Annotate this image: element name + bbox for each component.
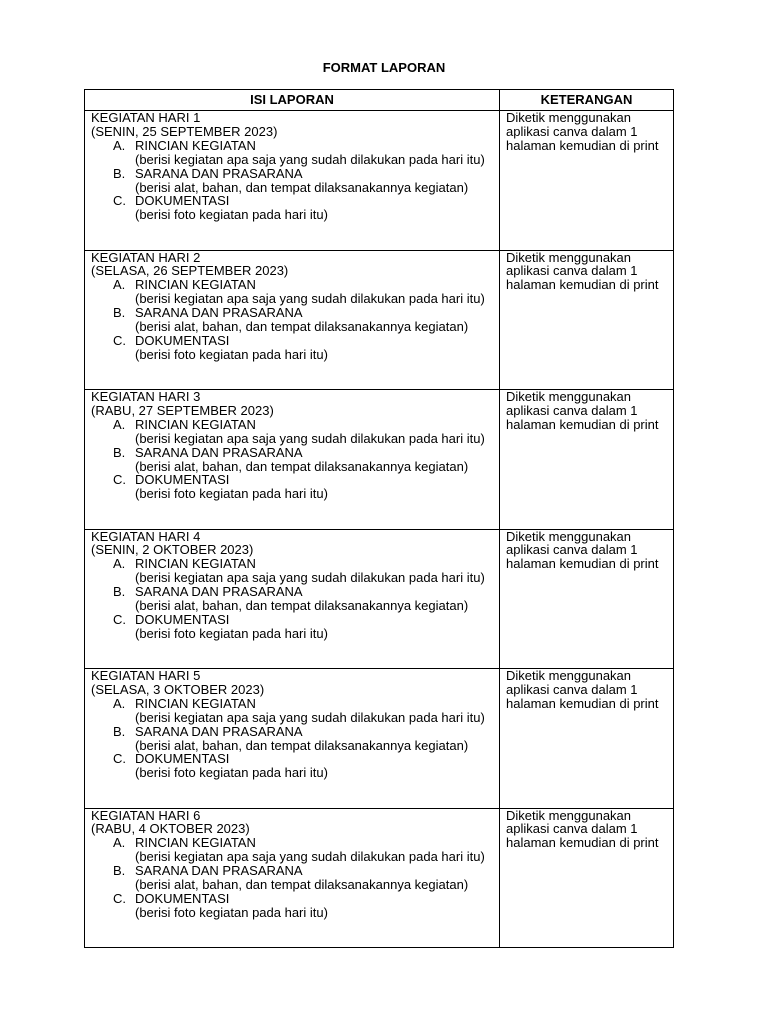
item-description: (berisi kegiatan apa saja yang sudah dilakukan pada hari itu) xyxy=(135,709,485,725)
list-item xyxy=(91,167,495,195)
report-table xyxy=(84,89,674,948)
note-cell: Diketik menggunakan aplikasi canva dalam 1 halaman kemudian di print xyxy=(500,390,674,530)
report-content-cell xyxy=(85,529,500,669)
day-heading-6: KEGIATAN HARI 6 xyxy=(91,807,201,823)
day-heading-1: KEGIATAN HARI 1 xyxy=(91,110,201,125)
item-letter: A. xyxy=(113,835,126,851)
table-row xyxy=(85,111,674,251)
item-description: (berisi foto kegiatan pada hari itu) xyxy=(135,625,328,641)
item-letter: B. xyxy=(113,165,126,181)
day-heading-2: KEGIATAN HARI 2 xyxy=(91,249,201,265)
item-letter: A. xyxy=(113,277,126,293)
item-list xyxy=(91,278,495,361)
item-description: (berisi foto kegiatan pada hari itu) xyxy=(135,486,328,502)
header-isi-laporan: ISI LAPORAN xyxy=(85,90,500,111)
report-content-cell xyxy=(85,669,500,809)
item-description: (berisi kegiatan apa saja yang sudah dilakukan pada hari itu) xyxy=(135,570,485,586)
note-cell: Diketik menggunakan aplikasi canva dalam 1 halaman kemudian di print xyxy=(500,529,674,669)
item-letter: B. xyxy=(113,863,126,879)
report-content-cell xyxy=(85,111,500,251)
table-row xyxy=(85,390,674,530)
list-item xyxy=(91,418,495,446)
note-cell: Diketik menggunakan aplikasi canva dalam 1 halaman kemudian di print xyxy=(500,808,674,948)
item-label: DOKUMENTASI xyxy=(135,193,230,209)
report-content-cell xyxy=(85,808,500,948)
item-letter: C. xyxy=(113,611,126,627)
item-letter: A. xyxy=(113,416,126,432)
item-description: (berisi alat, bahan, dan tempat dilaksanakannya kegiatan) xyxy=(135,737,469,753)
list-item xyxy=(91,334,495,362)
item-list xyxy=(91,418,495,501)
item-description: (berisi kegiatan apa saja yang sudah dilakukan pada hari itu) xyxy=(135,291,485,307)
item-label: RINCIAN KEGIATAN xyxy=(135,416,256,432)
table-header-row xyxy=(85,90,674,111)
item-description: (berisi alat, bahan, dan tempat dilaksanakannya kegiatan) xyxy=(135,877,469,893)
day-date: (SELASA, 3 OKTOBER 2023) xyxy=(91,681,265,697)
item-label: SARANA DAN PRASARANA xyxy=(135,305,303,321)
list-item xyxy=(91,892,495,920)
list-item xyxy=(91,585,495,613)
table-body xyxy=(85,111,674,948)
item-label: RINCIAN KEGIATAN xyxy=(135,695,256,711)
list-item xyxy=(91,864,495,892)
item-letter: B. xyxy=(113,723,126,739)
list-item xyxy=(91,836,495,864)
item-description: (berisi alat, bahan, dan tempat dilaksanakannya kegiatan) xyxy=(135,458,469,474)
item-letter: B. xyxy=(113,444,126,460)
list-item xyxy=(91,557,495,585)
day-date: (SENIN, 25 SEPTEMBER 2023) xyxy=(91,123,278,139)
list-item xyxy=(91,306,495,334)
list-item xyxy=(91,752,495,780)
item-label: SARANA DAN PRASARANA xyxy=(135,723,303,739)
table-row xyxy=(85,808,674,948)
item-description: (berisi foto kegiatan pada hari itu) xyxy=(135,207,328,223)
item-label: DOKUMENTASI xyxy=(135,472,230,488)
item-letter: A. xyxy=(113,556,126,572)
item-letter: C. xyxy=(113,472,126,488)
item-list xyxy=(91,836,495,919)
item-list xyxy=(91,557,495,640)
table-row xyxy=(85,669,674,809)
item-label: RINCIAN KEGIATAN xyxy=(135,137,256,153)
note-cell: Diketik menggunakan aplikasi canva dalam 1 halaman kemudian di print xyxy=(500,250,674,390)
item-description: (berisi kegiatan apa saja yang sudah dilakukan pada hari itu) xyxy=(135,430,485,446)
item-label: SARANA DAN PRASARANA xyxy=(135,584,303,600)
note-cell: Diketik menggunakan aplikasi canva dalam 1 halaman kemudian di print xyxy=(500,111,674,251)
item-label: SARANA DAN PRASARANA xyxy=(135,863,303,879)
day-date: (SENIN, 2 OKTOBER 2023) xyxy=(91,542,254,558)
list-item xyxy=(91,446,495,474)
item-description: (berisi alat, bahan, dan tempat dilaksanakannya kegiatan) xyxy=(135,319,469,335)
item-description: (berisi kegiatan apa saja yang sudah dilakukan pada hari itu) xyxy=(135,151,485,167)
item-description: (berisi alat, bahan, dan tempat dilaksanakannya kegiatan) xyxy=(135,598,469,614)
day-heading-5: KEGIATAN HARI 5 xyxy=(91,668,201,683)
item-letter: A. xyxy=(113,695,126,711)
item-description: (berisi foto kegiatan pada hari itu) xyxy=(135,765,328,781)
item-list xyxy=(91,697,495,780)
item-label: RINCIAN KEGIATAN xyxy=(135,835,256,851)
item-label: RINCIAN KEGIATAN xyxy=(135,556,256,572)
list-item xyxy=(91,139,495,167)
item-letter: B. xyxy=(113,584,126,600)
list-item xyxy=(91,194,495,222)
item-letter: C. xyxy=(113,332,126,348)
page-title: FORMAT LAPORAN xyxy=(322,60,446,75)
item-label: DOKUMENTASI xyxy=(135,332,230,348)
report-content-cell xyxy=(85,390,500,530)
day-date: (RABU, 4 OKTOBER 2023) xyxy=(91,821,250,837)
item-letter: C. xyxy=(113,751,126,767)
list-item xyxy=(91,697,495,725)
day-date: (SELASA, 26 SEPTEMBER 2023) xyxy=(91,263,289,279)
item-label: RINCIAN KEGIATAN xyxy=(135,277,256,293)
item-description: (berisi alat, bahan, dan tempat dilaksanakannya kegiatan) xyxy=(135,179,469,195)
list-item xyxy=(91,278,495,306)
note-cell: Diketik menggunakan aplikasi canva dalam 1 halaman kemudian di print xyxy=(500,669,674,809)
item-description: (berisi foto kegiatan pada hari itu) xyxy=(135,904,328,920)
day-date: (RABU, 27 SEPTEMBER 2023) xyxy=(91,402,274,418)
day-heading-4: KEGIATAN HARI 4 xyxy=(91,528,201,544)
item-label: DOKUMENTASI xyxy=(135,611,230,627)
item-label: DOKUMENTASI xyxy=(135,751,230,767)
item-label: SARANA DAN PRASARANA xyxy=(135,444,303,460)
table-row xyxy=(85,529,674,669)
report-content-cell xyxy=(85,250,500,390)
list-item xyxy=(91,725,495,753)
item-label: DOKUMENTASI xyxy=(135,890,230,906)
item-label: SARANA DAN PRASARANA xyxy=(135,165,303,181)
item-letter: B. xyxy=(113,305,126,321)
item-letter: C. xyxy=(113,193,126,209)
list-item xyxy=(91,473,495,501)
table-row xyxy=(85,250,674,390)
header-keterangan: KETERANGAN xyxy=(500,90,674,111)
list-item xyxy=(91,613,495,641)
item-description: (berisi foto kegiatan pada hari itu) xyxy=(135,346,328,362)
item-letter: C. xyxy=(113,890,126,906)
day-heading-3: KEGIATAN HARI 3 xyxy=(91,389,201,404)
item-description: (berisi kegiatan apa saja yang sudah dilakukan pada hari itu) xyxy=(135,849,485,865)
item-list xyxy=(91,139,495,222)
item-letter: A. xyxy=(113,137,126,153)
